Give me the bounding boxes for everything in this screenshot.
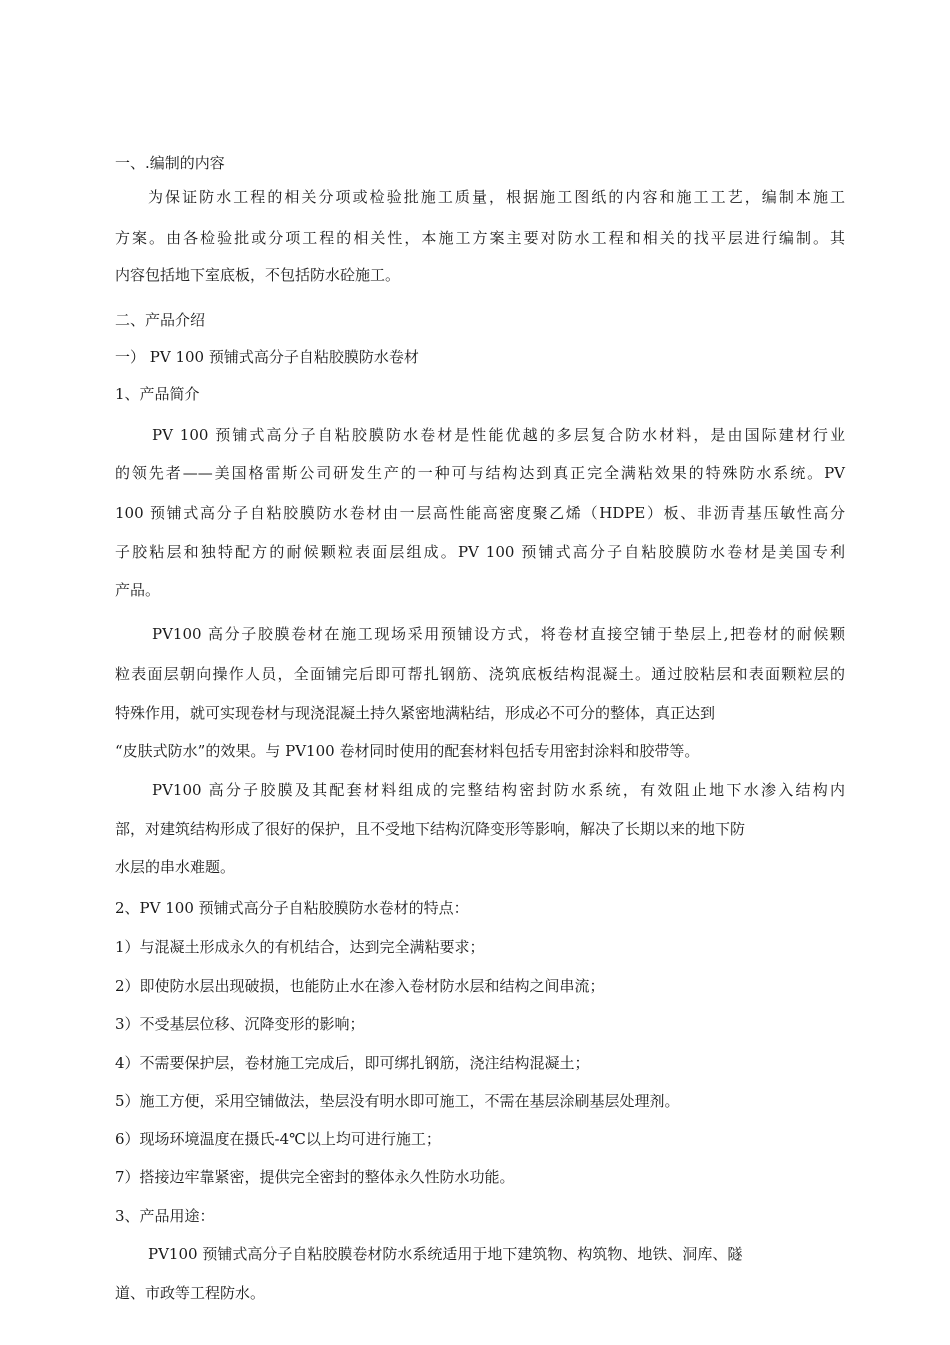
item-heading: 1、产品简介: [115, 385, 200, 403]
paragraph-line: 方案。由各检验批或分项工程的相关性，本施工方案主要对防水工程和相关的找平层进行编制。其: [115, 229, 845, 247]
feature-list-item: 3）不受基层位移、沉降变形的影响；: [115, 1015, 365, 1033]
paragraph-line: 产品。: [115, 581, 161, 599]
paragraph-line: 为保证防水工程的相关分项或检验批施工质量，根据施工图纸的内容和施工工艺，编制本施工: [148, 188, 845, 206]
section-2-heading: 二、产品介绍: [115, 311, 206, 329]
paragraph-line: 粒表面层朝向操作人员，全面铺完后即可帮扎钢筋、浇筑底板结构混凝土。通过胶粘层和表面颗粒层的: [115, 665, 845, 683]
paragraph-line: PV100 高分子胶膜及其配套材料组成的完整结构密封防水系统，有效阻止地下水渗入结构内: [152, 781, 845, 799]
paragraph-line: 道、市政等工程防水。: [115, 1284, 266, 1302]
paragraph-line: 水层的串水难题。: [115, 858, 236, 876]
paragraph-line: 部，对建筑结构形成了很好的保护，且不受地下结构沉降变形等影响，解决了长期以来的地下防: [115, 820, 746, 838]
feature-list-item: 6）现场环境温度在摄氏-4℃以上均可进行施工；: [115, 1130, 441, 1148]
feature-list-item: 7）搭接边牢靠紧密，提供完全密封的整体永久性防水功能。: [115, 1168, 515, 1186]
feature-list-item: 4）不需要保护层，卷材施工完成后，即可绑扎钢筋，浇注结构混凝土；: [115, 1054, 590, 1072]
paragraph-line: PV100 高分子胶膜卷材在施工现场采用预铺设方式，将卷材直接空铺于垫层上,把卷材的耐候颗: [152, 625, 845, 643]
item-heading: 3、产品用途：: [115, 1207, 215, 1225]
paragraph-line: 特殊作用，就可实现卷材与现浇混凝土持久紧密地满粘结，形成必不可分的整体，真正达到: [115, 704, 716, 722]
paragraph-line: 内容包括地下室底板，不包括防水砼施工。: [115, 266, 401, 284]
paragraph-line: PV100 预铺式高分子自粘胶膜卷材防水系统适用于地下建筑物、构筑物、地铁、洞库、隧: [148, 1245, 743, 1263]
paragraph-line: 的领先者——美国格雷斯公司研发生产的一种可与结构达到真正完全满粘效果的特殊防水系统。PV: [115, 464, 845, 482]
item-heading: 2、PV 100 预铺式高分子自粘胶膜防水卷材的特点：: [115, 899, 469, 917]
feature-list-item: 5）施工方便，采用空铺做法，垫层没有明水即可施工，不需在基层涂刷基层处理剂。: [115, 1092, 680, 1110]
paragraph-line: 100 预铺式高分子自粘胶膜防水卷材由一层高性能高密度聚乙烯（HDPE）板、非沥青基压敏性高分: [115, 504, 845, 522]
feature-list-item: 1）与混凝土形成永久的有机结合，达到完全满粘要求；: [115, 938, 485, 956]
paragraph-line: “皮肤式防水”的效果。与 PV100 卷材同时使用的配套材料包括专用密封涂料和胶带等。: [115, 742, 700, 760]
paragraph-line: PV 100 预铺式高分子自粘胶膜防水卷材是性能优越的多层复合防水材料，是由国际建材行业: [152, 426, 845, 444]
paragraph-line: 子胶粘层和独特配方的耐候颗粒表面层组成。PV 100 预铺式高分子自粘胶膜防水卷材是美国专利: [115, 543, 845, 561]
subsection-heading: 一） PV 100 预铺式高分子自粘胶膜防水卷材: [115, 348, 419, 366]
section-1-heading: 一、.编制的内容: [115, 154, 225, 172]
feature-list-item: 2）即使防水层出现破损，也能防止水在渗入卷材防水层和结构之间串流；: [115, 977, 605, 995]
